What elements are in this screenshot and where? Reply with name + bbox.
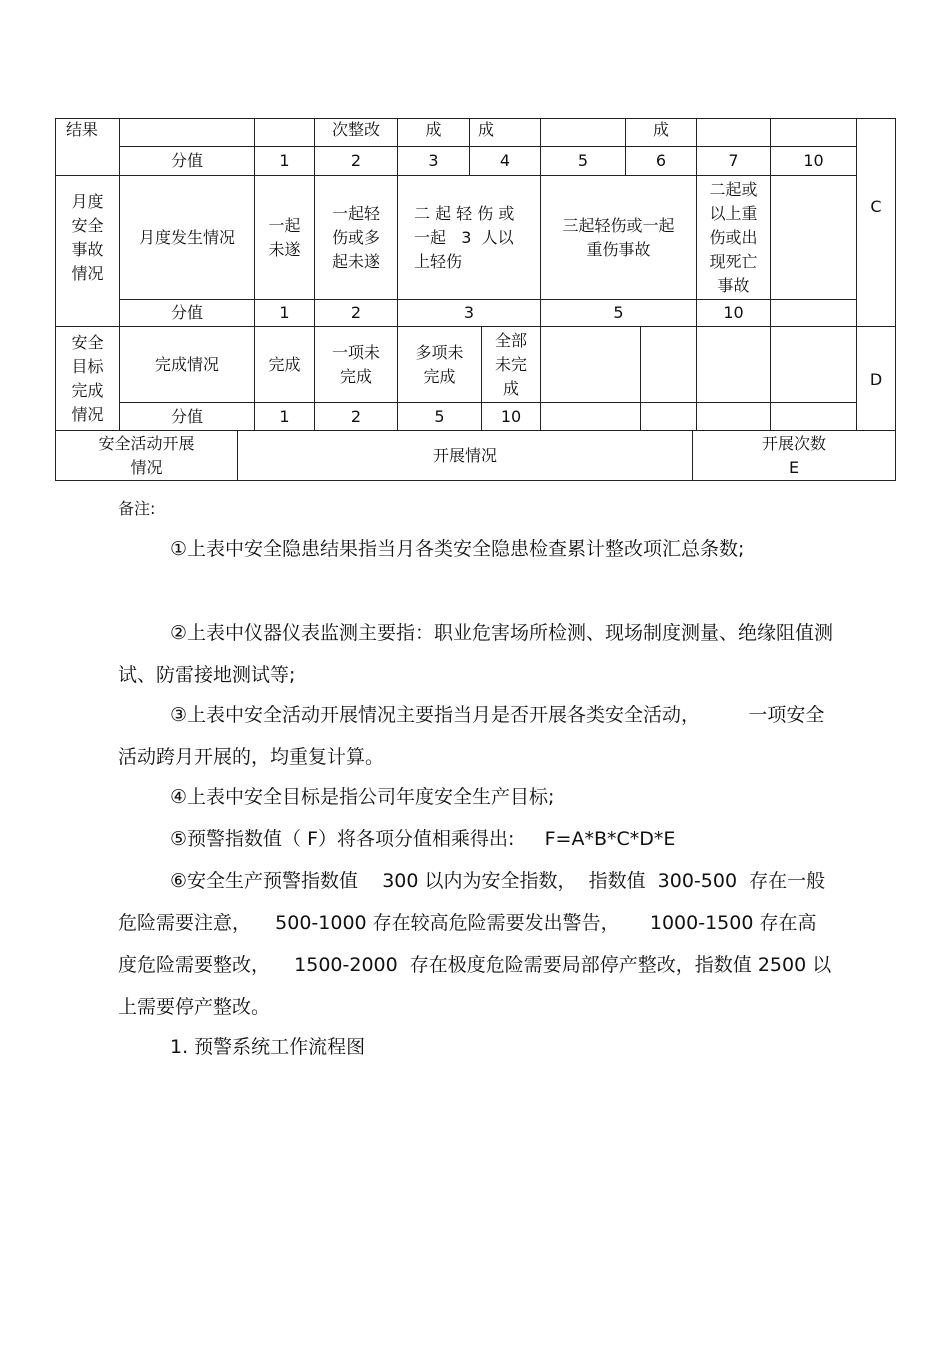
monthly-accident-level-3: 二 起 轻 伤 或 一起 3 人以 上轻伤 [414,203,515,271]
note-item-3: ③上表中安全活动开展情况主要指当月是否开展各类安全活动， 一项安全活动跨月开展的，均重复计算。 [118,704,825,768]
activity-count-e: 开展次数 E [761,433,826,477]
note-item-2: ②上表中仪器仪表监测主要指：职业危害场所检测、现场制度测量、绝缘阻值测试、防雷接地测试等; [118,622,834,686]
safety-target-complete: 完成 [268,354,301,374]
score-value: 5 [577,151,589,170]
score-row-label: 分值 [170,303,203,322]
monthly-accident-item: 月度发生情况 [138,227,235,247]
note-item-6: ⑥安全生产预警指数值 300 以内为安全指数， 指数值 300-500 存在一般危险需要注意， 500-1000 存在较高危险需要发出警告， 1000-1500 存在高度危险需要整改， 1500-2000 存在极度危险需要局部停产整改，指数值 2500 以上需要停产整改。 [118,870,832,1018]
safety-target-many-missed: 多项未 完成 [415,342,464,386]
activity-status: 开展情况 [432,445,497,465]
grade-c: C [870,197,882,216]
result-cell-rectify: 次整改 [331,120,380,139]
score-value: 6 [655,151,667,170]
safety-target-item: 完成情况 [154,354,219,374]
note-item-4: ④上表中安全目标是指公司年度安全生产目标; [170,786,555,808]
result-cell-done-3: 成 [652,120,669,139]
score-value: 3 [463,303,475,322]
monthly-accident-category: 月度 安全 事故 情况 [71,192,104,283]
monthly-accident-level-2: 一起轻 伤或多 起未遂 [331,203,380,271]
score-value: 10 [803,151,824,170]
monthly-accident-level-5: 三起轻伤或一起 重伤事故 [562,215,675,259]
score-value: 1 [279,406,290,426]
activity-label: 安全活动开展 情况 [98,433,195,477]
score-value: 1 [279,303,290,322]
score-value: 2 [350,151,362,170]
score-value: 5 [434,406,445,426]
result-cell-done-2: 成 [478,120,495,139]
score-value: 10 [500,406,522,426]
monthly-accident-level-1: 一起 未遂 [268,215,301,259]
score-value: 2 [350,406,362,426]
score-value: 10 [723,303,744,322]
score-value: 7 [728,151,739,170]
note-item-5: ⑤预警指数值（ F）将各项分值相乘得出: F=A*B*C*D*E [170,828,676,850]
monthly-accident-level-10: 二起或 以上重 伤或出 现死亡 事故 [709,179,758,295]
score-value: 1 [279,151,290,170]
result-row-label: 结果 [66,120,99,139]
score-row-label: 分值 [170,406,203,426]
result-cell-done-1: 成 [425,120,442,139]
score-value: 2 [350,303,362,322]
score-value: 5 [613,303,624,322]
safety-target-category: 安全 目标 完成 情况 [71,332,104,424]
safety-target-one-missed: 一项未 完成 [331,342,380,386]
grade-d: D [869,370,883,389]
score-value: 4 [499,151,511,170]
safety-target-all-missed: 全部 未完 成 [494,330,527,398]
score-row-label: 分值 [170,151,203,170]
notes-title: 备注: [118,499,156,518]
note-item-1: ①上表中安全隐患结果指当月各类安全隐患检查累计整改项汇总条数; [170,538,745,560]
score-value: 3 [428,151,439,170]
note-item-7: 1. 预警系统工作流程图 [170,1036,366,1058]
